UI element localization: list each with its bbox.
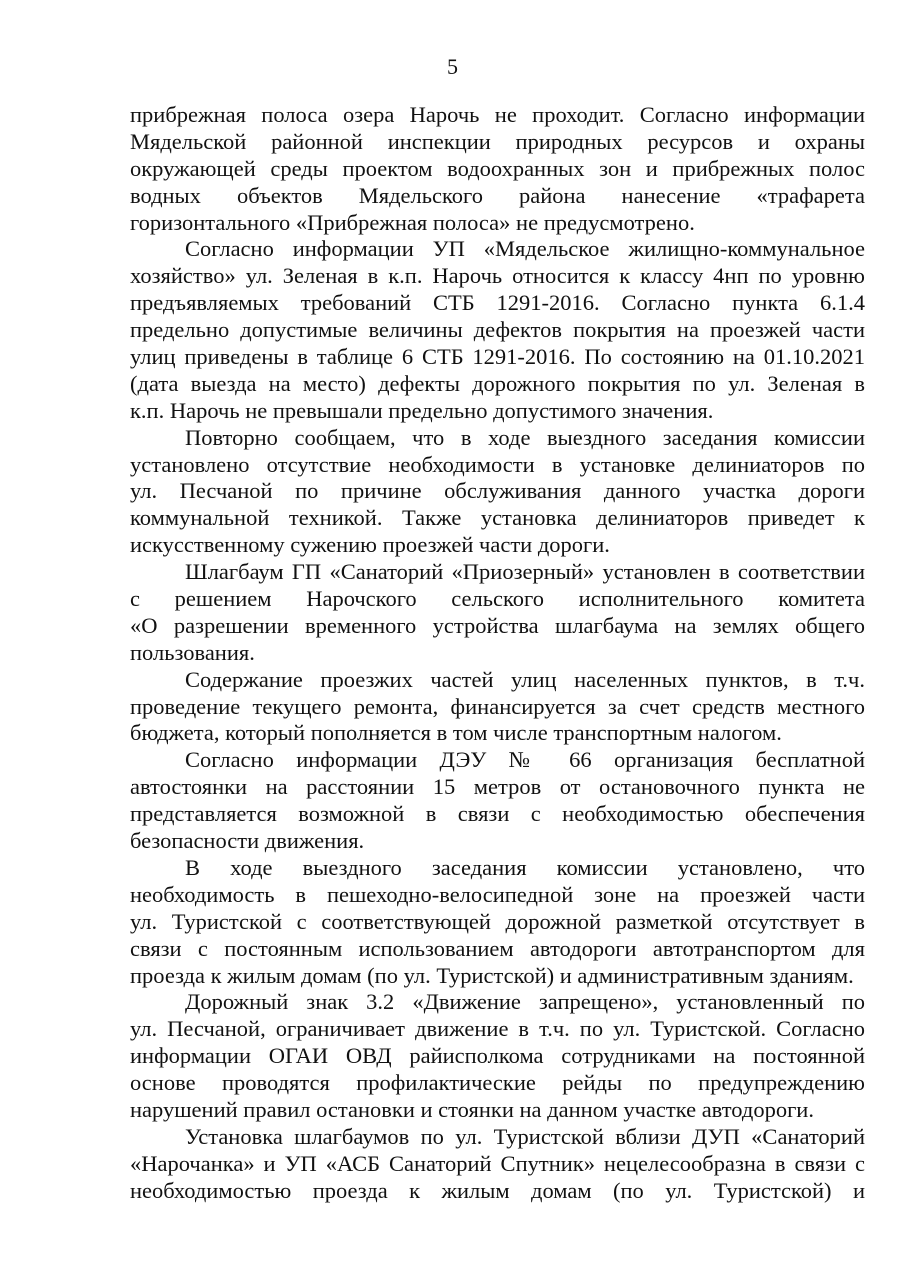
text-line: коммунальной техникой. Также установка делиниаторов приведет к	[130, 505, 865, 531]
text-line: проведение текущего ремонта, финансируется за счет средств местного	[130, 693, 865, 719]
paragraph-first-line: В ходе выездного заседания комиссии установлено, что	[185, 854, 865, 880]
text-line: водных объектов Мядельского района нанесение «трафарета	[130, 182, 865, 208]
paragraph-first-line: Шлагбаум ГП «Санаторий «Приозерный» установлен в соответствии	[185, 559, 865, 585]
text-line: хозяйство» ул. Зеленая в к.п. Нарочь относится к классу 4нп по уровню	[130, 263, 865, 289]
text-line: установлено отсутствие необходимости в установке делиниаторов по	[130, 451, 865, 477]
text-line: автостоянки на расстоянии 15 метров от остановочного пункта не	[130, 774, 865, 800]
text-line: окружающей среды проектом водоохранных зон и прибрежных полос	[130, 155, 865, 181]
text-line: ул. Туристской с соответствующей дорожной разметкой отсутствует в	[130, 908, 865, 934]
text-line: основе проводятся профилактические рейды по предупреждению	[130, 1070, 865, 1096]
paragraph-first-line: Согласно информации УП «Мядельское жилищно-коммунальное	[185, 236, 865, 262]
text-line: информации ОГАИ ОВД райисполкома сотрудниками на постоянной	[130, 1043, 865, 1069]
text-line: необходимость в пешеходно-велосипедной зоне на проезжей части	[130, 881, 865, 907]
paragraph-first-line: Согласно информации ДЭУ № 66 организация бесплатной	[185, 747, 865, 773]
text-line: прибрежная полоса озера Нарочь не проходит. Согласно информации	[130, 102, 865, 127]
text-line: «Нарочанка» и УП «АСБ Санаторий Спутник» нецелесообразна в связи с	[130, 1150, 865, 1176]
text-line: с решением Нарочского сельского исполнительного комитета	[130, 586, 865, 612]
text-line: безопасности движения.	[130, 828, 365, 854]
text-line: «О разрешении временного устройства шлагбаума на землях общего	[130, 612, 865, 638]
text-line: ул. Песчаной по причине обслуживания данного участка дороги	[130, 478, 865, 504]
text-line: улиц приведены в таблице 6 СТБ 1291-2016. По состоянию на 01.10.2021	[130, 344, 865, 370]
text-line: представляется возможной в связи с необходимостью обеспечения	[130, 801, 865, 827]
text-line: (дата выезда на место) дефекты дорожного покрытия по ул. Зеленая в	[130, 370, 865, 396]
text-line: нарушений правил остановки и стоянки на данном участке автодороги.	[130, 1096, 814, 1122]
text-line: ул. Песчаной, ограничивает движение в т.ч. по ул. Туристской. Согласно	[130, 1016, 865, 1042]
text-line: необходимостью проезда к жилым домам (по ул. Туристской) и	[130, 1177, 865, 1203]
page-number: 5	[447, 54, 458, 79]
text-line: искусственному сужению проезжей части дороги.	[130, 532, 610, 558]
paragraph-first-line: Дорожный знак 3.2 «Движение запрещено», установленный по	[185, 989, 865, 1015]
text-line: связи с постоянным использованием автодороги автотранспортом для	[130, 935, 865, 961]
text-line: пользования.	[130, 639, 255, 665]
text-line: бюджета, который пополняется в том числе транспортным налогом.	[130, 720, 782, 746]
text-line: предельно допустимые величины дефектов покрытия на проезжей части	[130, 317, 865, 343]
text-line: предъявляемых требований СТБ 1291-2016. Согласно пункта 6.1.4	[130, 290, 865, 316]
document-body	[130, 102, 865, 1205]
paragraph-first-line: Содержание проезжих частей улиц населенных пунктов, в т.ч.	[185, 666, 865, 692]
paragraph-first-line: Повторно сообщаем, что в ходе выездного заседания комиссии	[185, 424, 865, 450]
paragraph-first-line: Установка шлагбаумов по ул. Туристской вблизи ДУП «Санаторий	[185, 1123, 865, 1149]
text-line: Мядельской районной инспекции природных ресурсов и охраны	[130, 128, 865, 154]
text-line: горизонтального «Прибрежная полоса» не предусмотрено.	[130, 209, 695, 235]
text-line: к.п. Нарочь не превышали предельно допустимого значения.	[130, 397, 714, 423]
text-line: проезда к жилым домам (по ул. Туристской) и административным зданиям.	[130, 962, 854, 988]
